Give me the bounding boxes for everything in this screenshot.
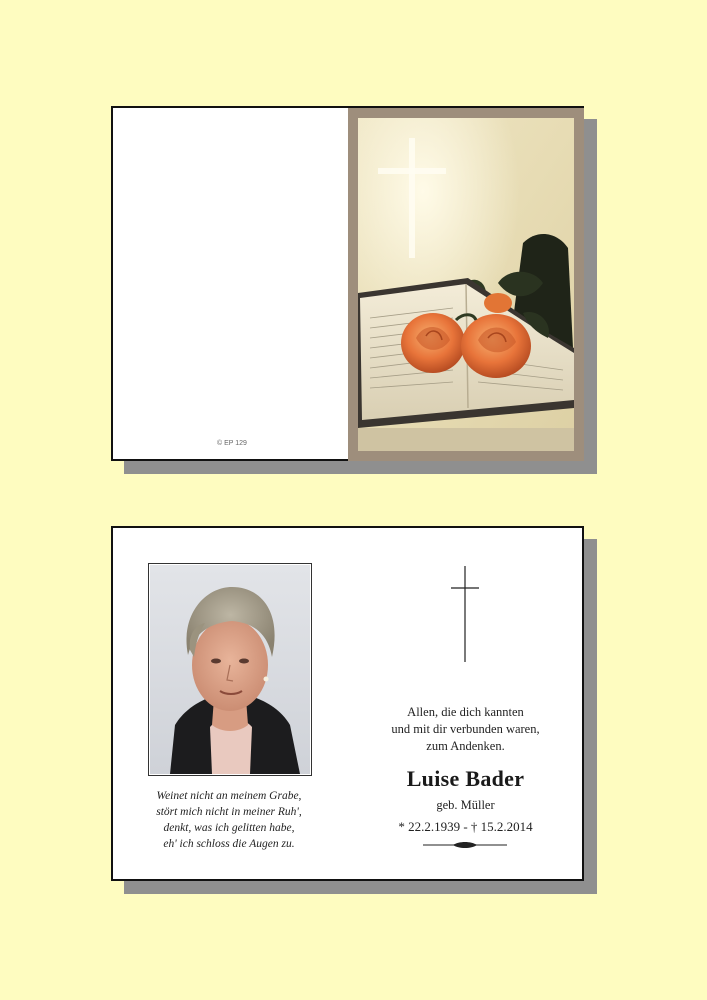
copyright-text: © EP 129 — [217, 440, 247, 447]
cross-icon — [447, 566, 487, 662]
poem-line: denkt, was ich gelitten habe, — [163, 822, 295, 834]
dedication-text — [363, 704, 568, 755]
life-dates: * 22.2.1939 - † 15.2.2014 — [398, 819, 533, 834]
poem-line: stört mich nicht in meiner Ruh', — [156, 806, 302, 818]
deceased-name: Luise Bader — [406, 766, 525, 791]
birth-name: geb. Müller — [436, 798, 495, 812]
card-front — [111, 106, 584, 461]
ornament-divider-icon — [423, 840, 507, 850]
poem-line: Weinet nicht an meinem Grabe, — [156, 790, 302, 802]
dedication-line: zum Andenken. — [426, 739, 505, 753]
memorial-poem — [129, 788, 329, 852]
poem-line: eh' ich schloss die Augen zu. — [163, 838, 295, 850]
portrait-photo — [150, 565, 310, 774]
card-inside — [111, 526, 584, 881]
portrait-photo-frame — [148, 563, 312, 776]
dedication-line: und mit dir verbunden waren, — [391, 722, 540, 736]
dedication-line: Allen, die dich kannten — [407, 705, 524, 719]
cross-roses-book-icon — [348, 108, 584, 461]
roses-bible-artwork — [348, 108, 584, 461]
